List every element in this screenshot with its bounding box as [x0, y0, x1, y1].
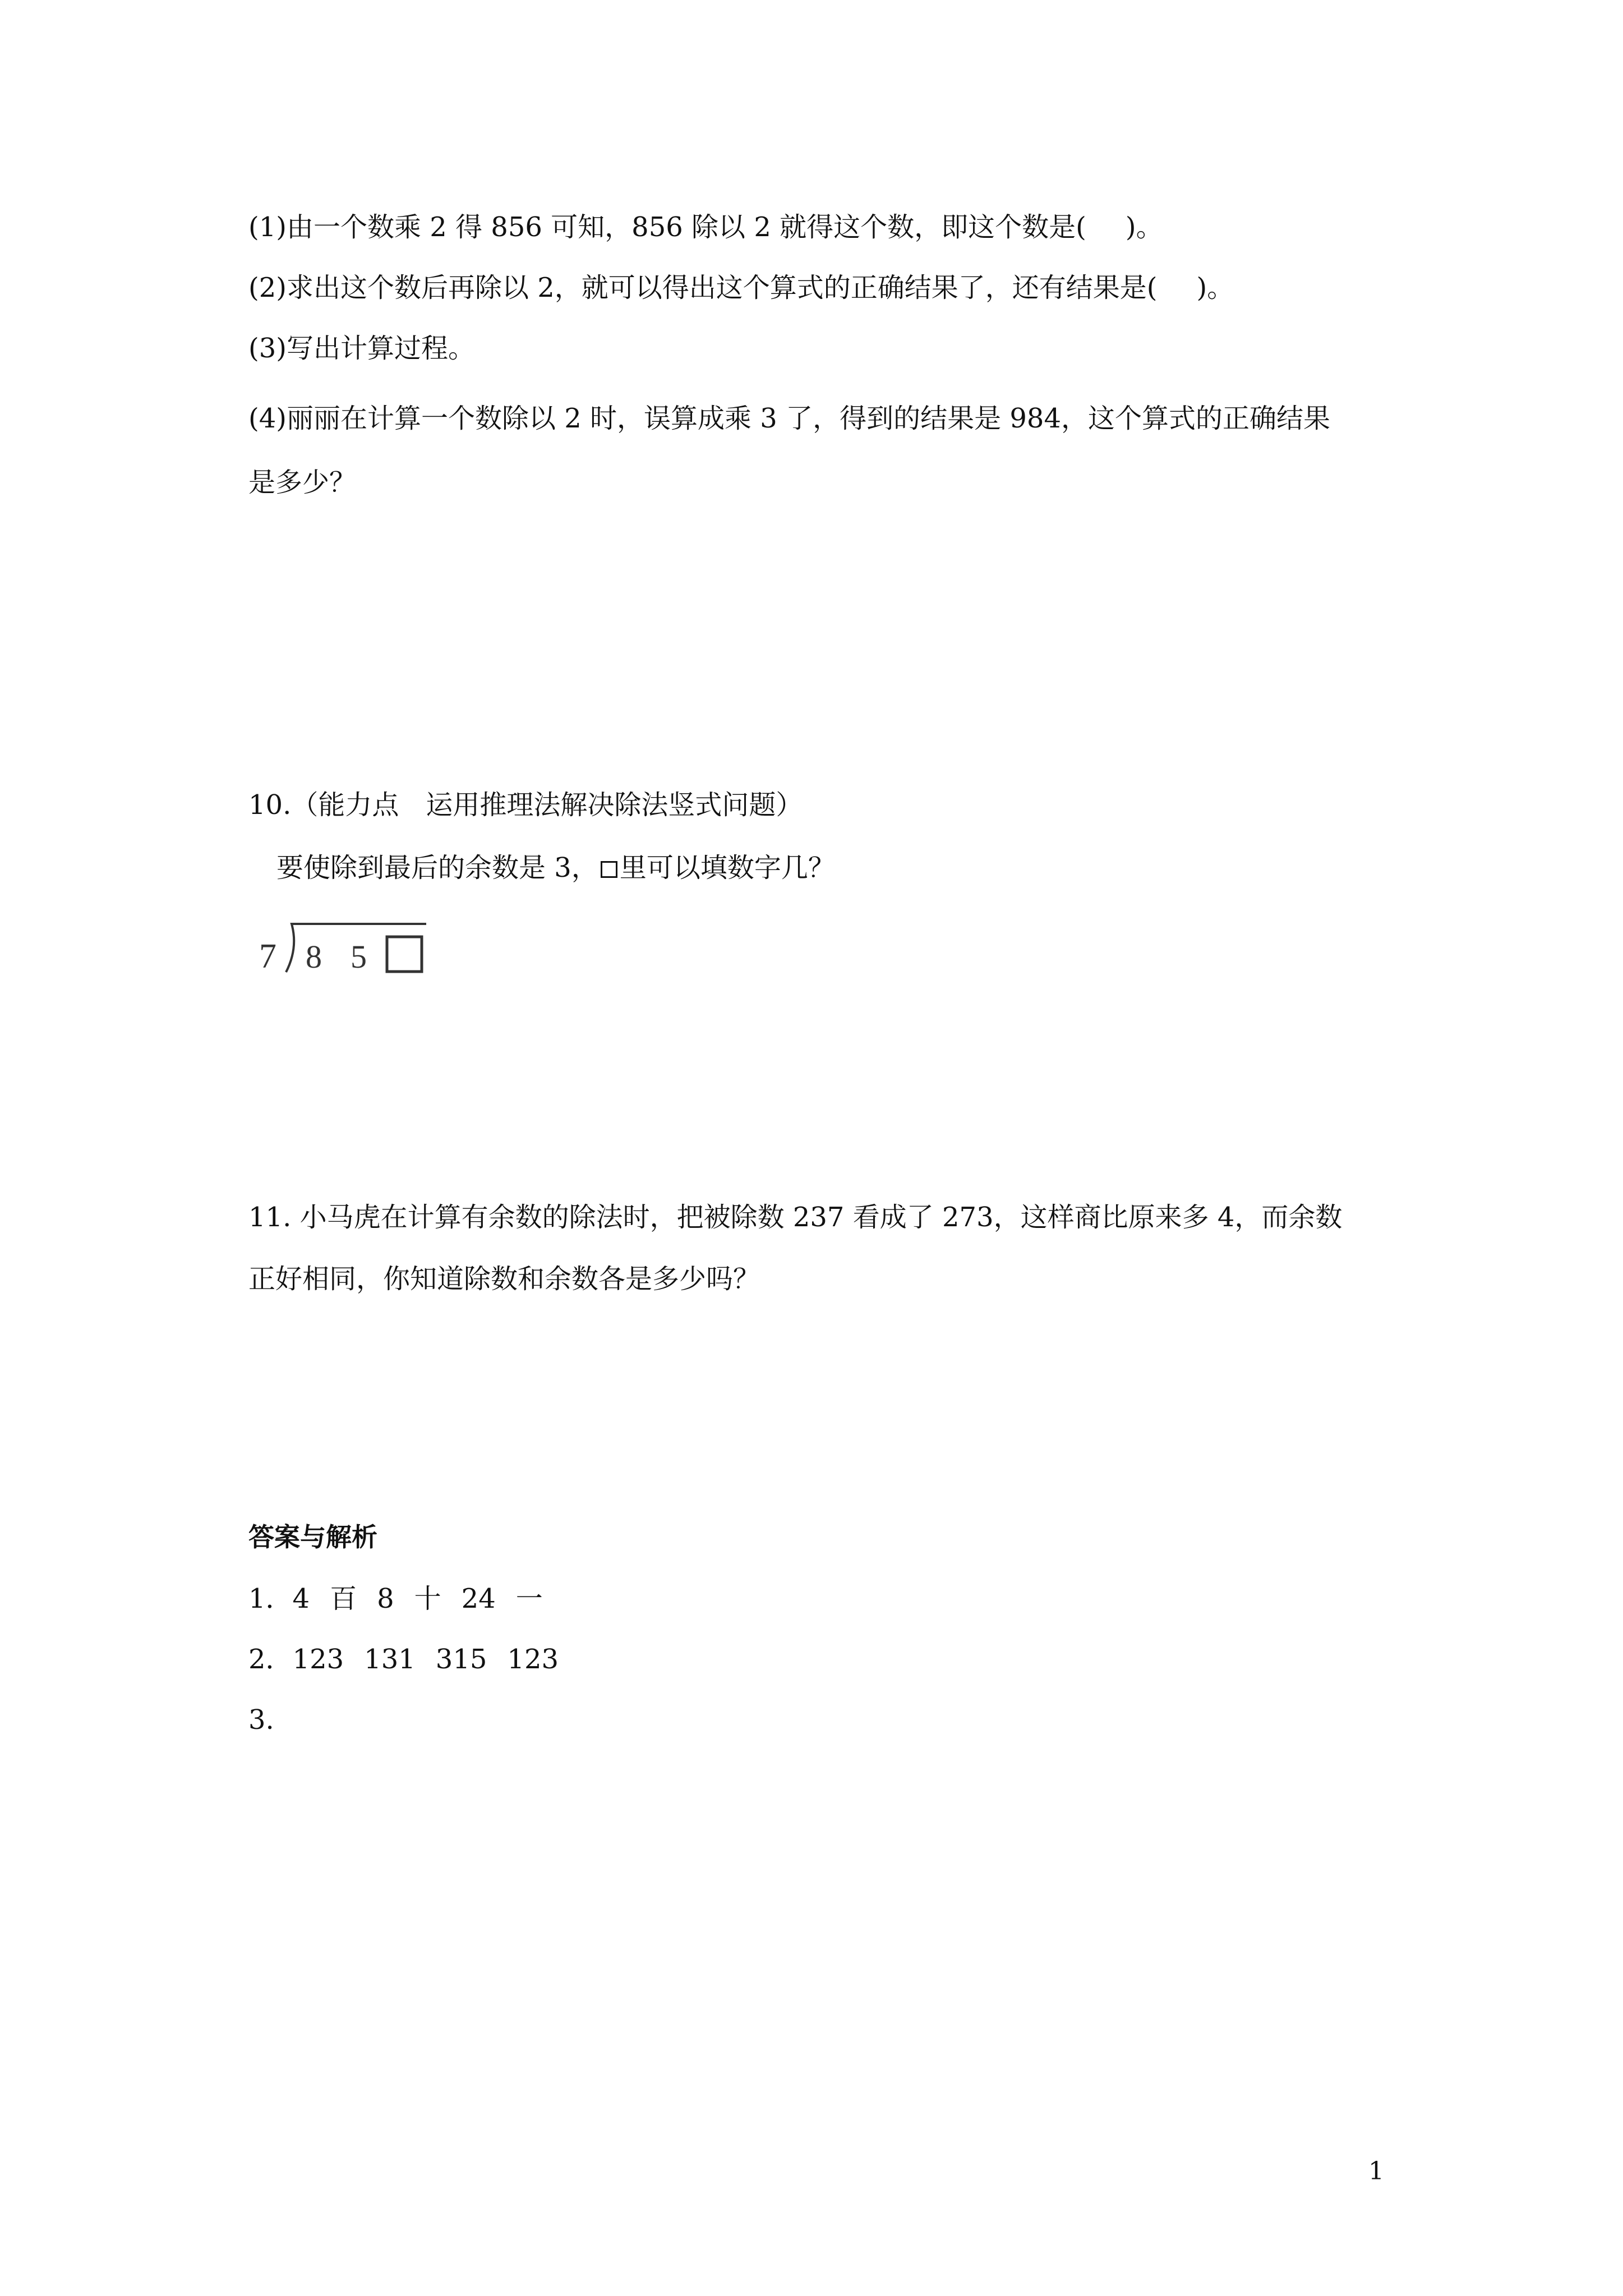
dividend-digit-2: 5: [351, 938, 367, 975]
sub-question-2: [248, 271, 1234, 305]
sub-question-4-text: (4)丽丽在计算一个数除以 2 时，误算成乘 3 了，得到的结果是 984，这个算式的正确结果: [248, 403, 1330, 434]
blank-square-icon: [601, 861, 617, 878]
answer-3-number: 3.: [248, 1704, 274, 1736]
sub-question-1-text: (1)由一个数乘 2 得 856 可知，856 除以 2 就得这个数，即这个数是(: [248, 211, 1086, 243]
answer-2: [248, 1642, 559, 1676]
question-11-text-cont: 正好相同，你知道除数和余数各是多少吗？: [248, 1263, 760, 1295]
answer-value: 8: [377, 1583, 394, 1614]
sub-question-4-line1: [248, 402, 1330, 435]
question-10-header: [248, 788, 803, 822]
question-11-line1: [248, 1200, 1342, 1234]
answer-1-number: 1．: [248, 1583, 293, 1614]
answer-value: 131: [364, 1644, 416, 1675]
sub-question-3-text: (3)写出计算过程。: [248, 333, 475, 364]
answer-value: 百: [330, 1583, 357, 1614]
answer-value: 十: [414, 1583, 441, 1614]
sub-question-4-text-cont: 是多少？: [248, 467, 357, 498]
question-10-text: [276, 851, 835, 885]
answer-value: 123: [507, 1644, 559, 1675]
question-10-text-after: 里可以填数字几？: [619, 852, 835, 884]
question-11-line2: [248, 1262, 760, 1296]
sub-question-2-end: )。: [1196, 272, 1234, 303]
answer-value: 315: [435, 1644, 487, 1675]
question-10-title: 10.（能力点 运用推理法解决除法竖式问题）: [248, 789, 803, 821]
answer-value: 24: [461, 1583, 496, 1614]
sub-question-4-line2: [248, 466, 356, 499]
blank-digit-box: [387, 937, 422, 972]
answer-2-number: 2．: [248, 1644, 293, 1675]
sub-question-3: [248, 332, 475, 365]
sub-question-1-end: )。: [1125, 211, 1163, 243]
answer-1: [248, 1582, 543, 1616]
answer-value: 4: [292, 1583, 310, 1614]
question-11-text: 11. 小马虎在计算有余数的除法时，把被除数 237 看成了 273，这样商比原来多 4，而余数: [248, 1202, 1343, 1233]
answers-heading-text: 答案与解析: [248, 1522, 377, 1552]
answers-heading: [248, 1520, 377, 1554]
sub-question-2-text: (2)求出这个数后再除以 2，就可以得出这个算式的正确结果了，还有结果是(: [248, 272, 1158, 303]
answer-3: [248, 1703, 274, 1737]
dividend-digit-1: 8: [306, 938, 322, 975]
long-division-figure: [252, 917, 437, 984]
divisor: 7: [259, 937, 276, 976]
page-number: 1: [1368, 2157, 1384, 2185]
question-10-text-before: 要使除到最后的余数是 3，: [276, 852, 598, 884]
answer-value: 123: [292, 1644, 344, 1675]
sub-question-1: [248, 210, 1163, 244]
answer-value: 一: [515, 1583, 543, 1614]
